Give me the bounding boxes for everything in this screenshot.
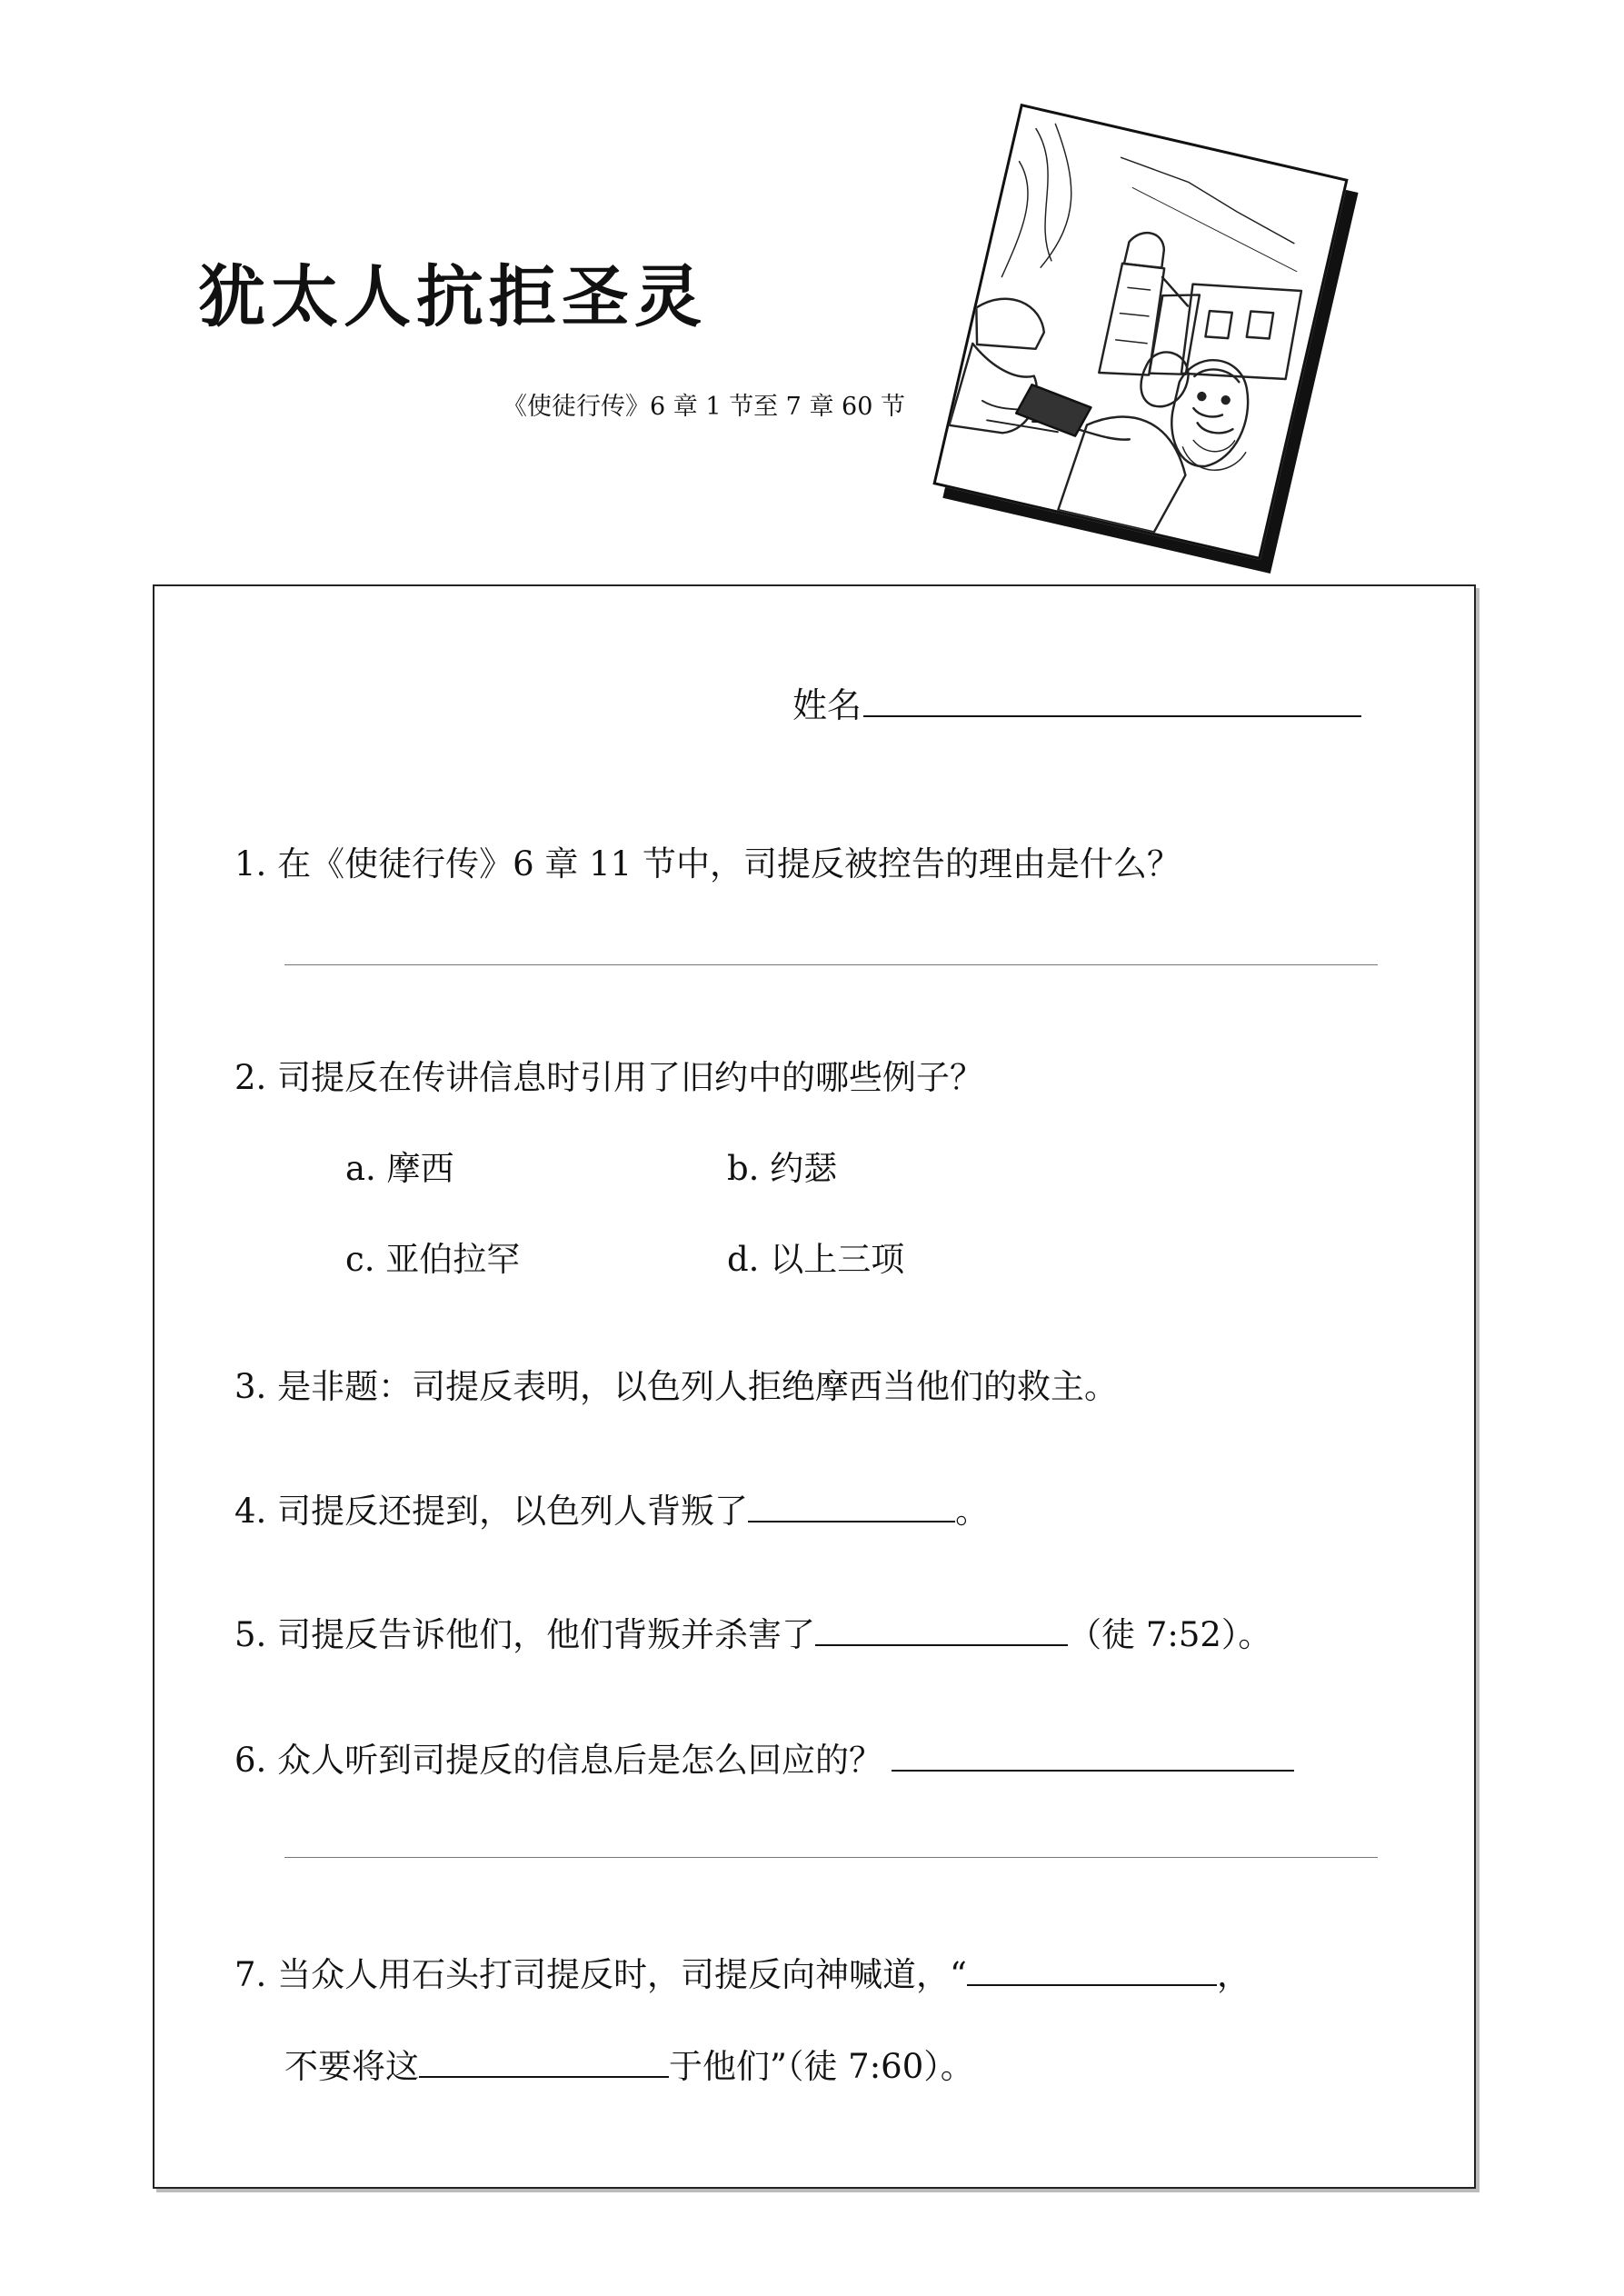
question-3: 3. 是非题：司提反表明，以色列人拒绝摩西当他们的救主。 bbox=[234, 1367, 1119, 1406]
name-row bbox=[792, 677, 1361, 727]
option-d[interactable]: d. 以上三项 bbox=[727, 1240, 905, 1279]
question-7-line-1 bbox=[234, 1947, 1250, 1996]
question-5 bbox=[234, 1607, 1271, 1656]
question-4-blank[interactable] bbox=[748, 1492, 955, 1522]
question-4-end: 。 bbox=[955, 1492, 990, 1531]
question-7-text: 7. 当众人用石头打司提反时，司提反向神喊道，“ bbox=[234, 1955, 967, 1994]
question-5-end: （徒 7:52）。 bbox=[1068, 1615, 1272, 1654]
question-7-blank-1[interactable] bbox=[967, 1955, 1217, 1986]
question-7-comma: ， bbox=[1216, 1955, 1250, 1994]
question-2: 2. 司提反在传讲信息时引用了旧约中的哪些例子？ bbox=[234, 1058, 984, 1097]
answer-line-1[interactable] bbox=[284, 964, 1378, 965]
name-input-line[interactable] bbox=[863, 684, 1361, 717]
question-7-end: 于他们”（徒 7:60）。 bbox=[669, 2047, 974, 2086]
stoning-of-stephen-illustration bbox=[932, 104, 1348, 560]
option-a[interactable]: a. 摩西 bbox=[345, 1149, 454, 1188]
option-b[interactable]: b. 约瑟 bbox=[727, 1149, 838, 1188]
worksheet-title: 犹太人抗拒圣灵 bbox=[198, 258, 707, 336]
question-6-blank[interactable] bbox=[892, 1741, 1294, 1772]
name-label: 姓名 bbox=[792, 685, 862, 725]
question-6-text: 6. 众人听到司提反的信息后是怎么回应的？ bbox=[234, 1741, 883, 1780]
question-4-text: 4. 司提反还提到，以色列人背叛了 bbox=[234, 1492, 749, 1531]
question-7-line-2 bbox=[284, 2039, 974, 2088]
question-5-text: 5. 司提反告诉他们，他们背叛并杀害了 bbox=[234, 1615, 816, 1654]
question-6 bbox=[234, 1732, 1294, 1782]
question-1: 1. 在《使徒行传》6 章 11 节中，司提反被控告的理由是什么？ bbox=[234, 844, 1181, 883]
option-c[interactable]: c. 亚伯拉罕 bbox=[345, 1240, 521, 1279]
question-4 bbox=[234, 1483, 989, 1532]
question-7-blank-2[interactable] bbox=[419, 2047, 669, 2078]
answer-line-6[interactable] bbox=[284, 1857, 1378, 1858]
question-5-blank[interactable] bbox=[815, 1615, 1068, 1646]
scripture-reference: 《使徒行传》6 章 1 节至 7 章 60 节 bbox=[503, 393, 905, 421]
question-7-text-2: 不要将这 bbox=[284, 2047, 419, 2086]
